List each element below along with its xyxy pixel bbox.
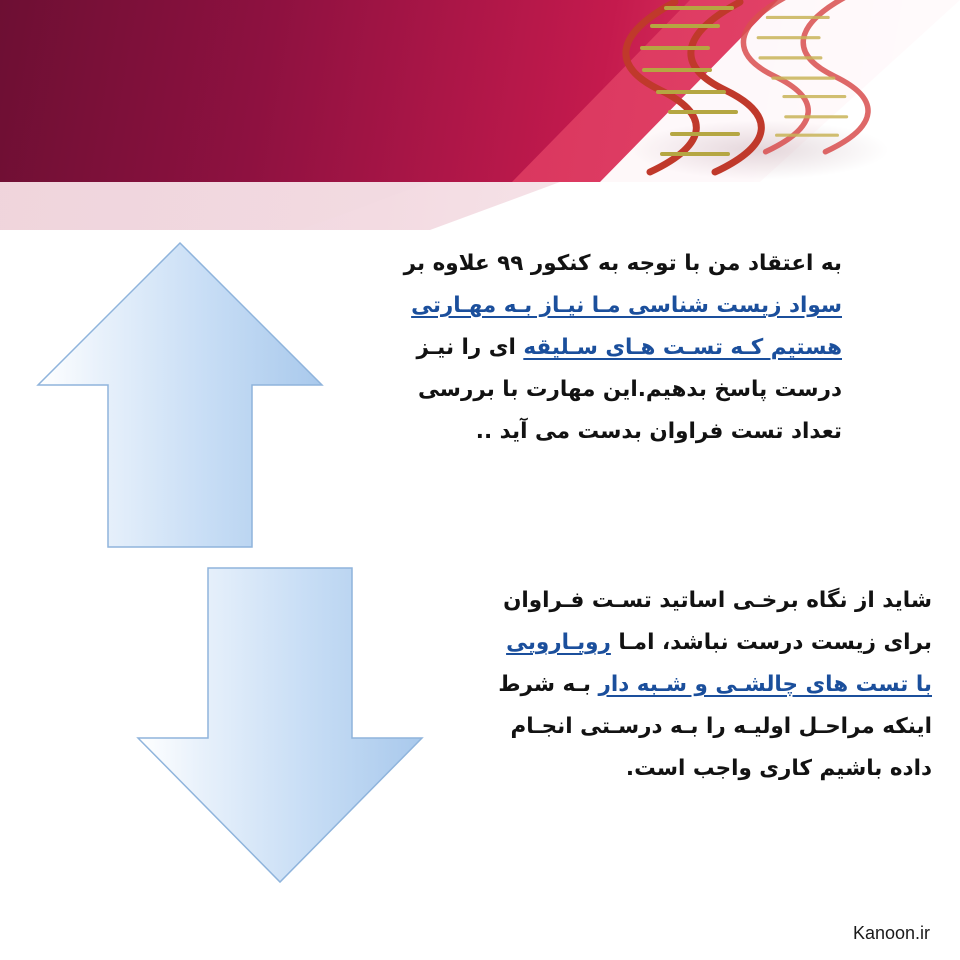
- para1-line2-highlight: سواد زیست شناسی مـا نیـاز بـه مهـارتی: [411, 292, 842, 318]
- para2-line3-highlight: با تست های چالشـی و شـبه دار: [598, 671, 932, 697]
- arrow-down-shape: [130, 560, 430, 890]
- header-banner: [0, 0, 960, 230]
- para1-line5: تعداد تست فراوان بدست می آید ..: [475, 418, 842, 444]
- para1-line3-rest: ای را نیـز: [416, 334, 524, 360]
- para1-line4: درست پاسخ بدهیم.این مهارت با بررسی: [418, 376, 842, 402]
- para2-line2-rest: برای زیست درست نباشد، امـا: [610, 629, 932, 655]
- para1-line3: [322, 327, 842, 369]
- para1-line3-highlight: هستیم کـه تسـت هـای سـلیقه: [523, 334, 842, 360]
- para2-line2: [412, 622, 932, 664]
- para2-line2-highlight: رویـارویی: [506, 629, 611, 655]
- para2-line3-rest: بـه شرط: [498, 671, 599, 697]
- arrow-up-shape: [30, 235, 330, 555]
- paragraph-two: [412, 580, 932, 790]
- para2-line4: اینکه مراحـل اولیـه را بـه درسـتی انجـام: [510, 713, 932, 739]
- para2-line5: داده باشیم کاری واجب است.: [625, 755, 932, 781]
- paragraph-one: [322, 243, 842, 453]
- watermark-label: Kanoon.ir: [852, 923, 930, 943]
- para1-line1: به اعتقاد من با توجه به کنکور ۹۹ علاوه بر: [403, 251, 842, 276]
- dna-helix-icon: [620, 0, 920, 179]
- para2-line1: شاید از نگاه برخـی اساتید تسـت فـراوان: [503, 588, 932, 613]
- para2-line3: [412, 664, 932, 706]
